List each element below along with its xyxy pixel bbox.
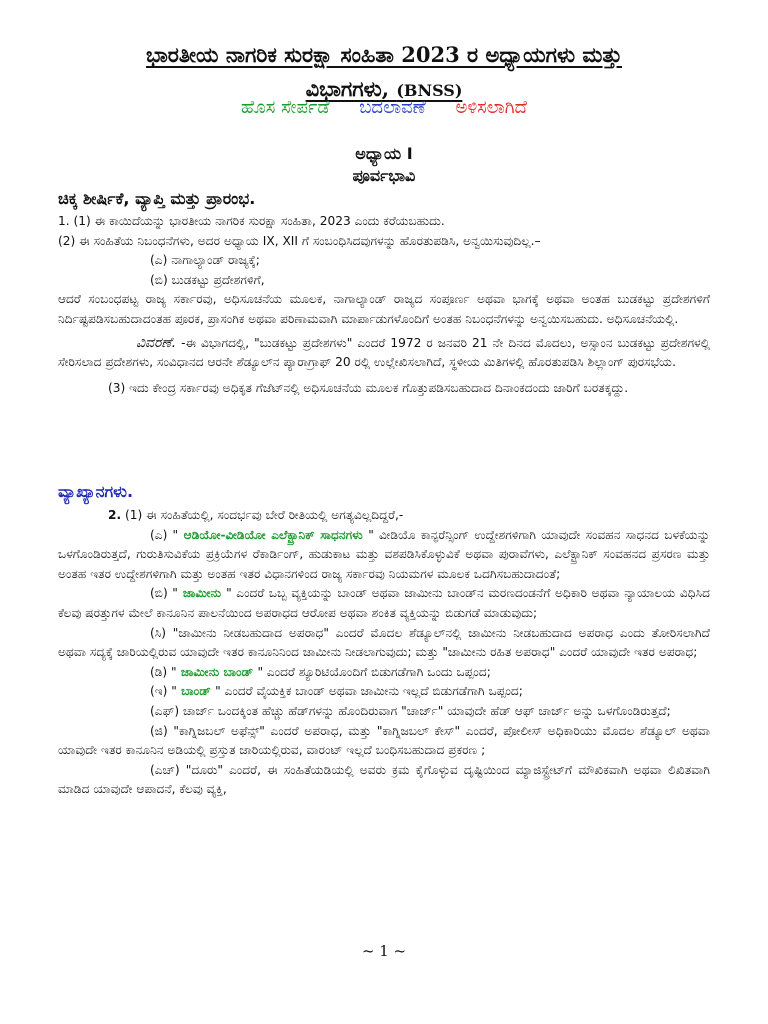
definition-b-text: " ಎಂದರೆ ಒಬ್ಬ ವ್ಯಕ್ತಿಯನ್ನು ಬಾಂಡ್ ಅಥವಾ ಜಾಮೀನು ಬಾಂಡ್‌ನ ಮರಣದಂಡನೆಗೆ ಅಧಿಕಾರಿ ಅಥವಾ ನ್ಯಾಯಾಲಯ ವಿಧಿಸಿದ ಕೆಲವು ಷರತ್ತುಗಳ ಮೇಲೆ ಕಾನೂನಿನ ಪಾಲನೆಯಿಂದ ಅಪರಾಧದ ಆರೋಪ ಅಥವಾ ಶಂಕಿತ ವ್ಯಕ್ತಿಯನ್ನು ಬಿಡುಗಡೆ ಮಾಡುವುದು; [58,586,711,620]
title-abbreviation: (BNSS) [396,81,463,100]
definition-d-text: " ಎಂದರೆ ಶ್ಯೂರಿಟಿಯೊಂದಿಗೆ ಬಿಡುಗಡೆಗಾಗಿ ಒಂದು ಒಪ್ಪಂದ; [257,664,491,679]
definition-a-prefix: (ಎ) " [150,527,179,542]
definition-e [58,682,710,702]
definition-g: (ಜಿ) "ಕಾಗ್ನಿಜಬಲ್ ಅಫೆನ್ಸ್" ಎಂದರೆ ಅಪರಾಧ, ಮತ್ತು "ಕಾಗ್ನಿಜಬಲ್ ಕೇಸ್" ಎಂದರೆ, ಪೋಲೀಸ್ ಅಧಿಕಾರಿಯು ಮೊದಲ ಶೆಡ್ಯೂಲ್ ಅಥವಾ ಯಾವುದೇ ಇತರ ಕಾನೂನಿನ ಅಡಿಯಲ್ಲಿ ಪ್ರಸ್ತುತ ಜಾರಿಯಲ್ಲಿರುವ, ವಾರಂಟ್ ಇಲ್ಲದೆ ಬಂಧಿಸಬಹುದಾದ ಪ್ರಕರಣ ; [58,723,710,758]
section-2-number: 2. [108,508,122,522]
explanation-text: -ಈ ವಿಭಾಗದಲ್ಲಿ, "ಬುಡಕಟ್ಟು ಪ್ರದೇಶಗಳು" ಎಂದರೆ 1972 ರ ಜನವರಿ 21 ನೇ ದಿನದ ಮೊದಲು, ಅಸ್ಸಾಂನ ಬುಡಕಟ್ಟು ಪ್ರದೇಶಗಳಲ್ಲಿ ಸೇರಿಸಲಾದ ಪ್ರದೇಶಗಳು, ಸಂವಿಧಾನದ ಆರನೇ ಶೆಡ್ಯೂಲ್‌ನ ಪ್ಯಾರಾಗ್ರಾಫ್ 20 ರಲ್ಲಿ ಉಲ್ಲೇಖಿಸಲಾಗಿದೆ, ಸ್ಥಳೀಯ ಮಿತಿಗಳಲ್ಲಿ ಹೊರತುಪಡಿಸಿ ಶಿಲ್ಲಾಂಗ್ ಪುರಸಭೆಯ. [58,335,710,370]
definition-a-text: " ವೀಡಿಯೊ ಕಾನ್ಫರೆನ್ಸಿಂಗ್ ಉದ್ದೇಶಗಳಿಗಾಗಿ ಯಾವುದೇ ಸಂವಹನ ಸಾಧನದ ಬಳಕೆಯನ್ನು ಒಳಗೊಂಡಿರುತ್ತದೆ, ಗುರುತಿಸುವಿಕೆಯ ಪ್ರಕ್ರಿಯೆಗಳ ರೆಕಾರ್ಡಿಂಗ್, ಹುಡುಕಾಟ ಮತ್ತು ವಶಪಡಿಸಿಕೊಳ್ಳುವಿಕೆ ಅಥವಾ ಪುರಾವೆಗಳು, ಎಲೆಕ್ಟ್ರಾನಿಕ್ ಸಂವಹನದ ಪ್ರಸರಣ ಮತ್ತು ಅಂತಹ ಇತರ ಉದ್ದೇಶಗಳಿಗಾಗಿ ಮತ್ತು ಅಂತಹ ಇತರ ವಿಧಾನಗಳಿಂದ ರಾಜ್ಯ ಸರ್ಕಾರವು ನಿಯಮಗಳ ಮೂಲಕ ಒದಗಿಸಬಹುದಾದಂತೆ; [58,527,710,581]
definition-f: (ಎಫ್) ಚಾರ್ಜ್ ಒಂದಕ್ಕಿಂತ ಹೆಚ್ಚು ಹೆಡ್‌ಗಳನ್ನು ಹೊಂದಿರುವಾಗ "ಚಾರ್ಜ್" ಯಾವುದೇ ಹೆಡ್ ಆಫ್ ಚಾರ್ಜ್ ಅನ್ನು ಒಳಗೊಂಡಿರುತ್ತದೆ; [150,703,671,718]
definition-b [58,584,710,623]
chapter-subtitle: ಪೂರ್ವಭಾವಿ [352,166,416,185]
definition-b-term: ಜಾಮೀನು [177,586,227,601]
definition-e-prefix: (ಇ) " [150,684,177,699]
section-2-block [58,506,710,800]
definition-d [58,663,710,683]
section-1-clause-2: (2) ಈ ಸಂಹಿತೆಯ ನಿಬಂಧನೆಗಳು, ಅದರ ಅಧ್ಯಾಯ IX, XII ಗೆ ಸಂಬಂಧಿಸಿದವುಗಳನ್ನು ಹೊರತುಪಡಿಸಿ, ಅನ್ವಯಿಸುವುದಿಲ್ಲ.– [58,233,541,248]
section-1-proviso: ಆದರೆ ಸಂಬಂಧಪಟ್ಟ ರಾಜ್ಯ ಸರ್ಕಾರವು, ಅಧಿಸೂಚನೆಯ ಮೂಲಕ, ನಾಗಾಲ್ಯಾಂಡ್ ರಾಜ್ಯದ ಸಂಪೂರ್ಣ ಅಥವಾ ಭಾಗಕ್ಕೆ ಅಥವಾ ಅಂತಹ ಬುಡಕಟ್ಟು ಪ್ರದೇಶಗಳಿಗೆ ನಿರ್ದಿಷ್ಟಪಡಿಸಬಹುದಾದಂತಹ ಪೂರಕ, ಪ್ರಾಸಂಗಿಕ ಅಥವಾ ಪರಿಣಾಮವಾಗಿ ಮಾರ್ಪಾಡುಗಳೊಂದಿಗೆ ಅಂತಹ ನಿಬಂಧನೆಗಳನ್ನು ಅನ್ವಯಿಸಬಹುದು. ಅಧಿಸೂಚನೆಯಲ್ಲಿ. [58,292,710,326]
legend-deleted: ಅಳಿಸಲಾಗಿದೆ [455,97,527,118]
section-1-item-a: (ಎ) ನಾಗಾಲ್ಯಾಂಡ್ ರಾಜ್ಯಕ್ಕೆ; [150,253,260,268]
legend-new-addition: ಹೊಸ ಸೇರ್ಪಡೆ [241,97,330,118]
definition-d-term: ಜಾಮೀನು ಬಾಂಡ್ [176,664,258,679]
color-legend [0,97,768,119]
title-line-2: ವಿಭಾಗಗಳು, [305,76,390,101]
legend-change: ಬದಲಾವಣೆ [359,97,426,118]
section-heading-short-title: ಚಿಕ್ಕ ಶೀರ್ಷಿಕೆ, ವ್ಯಾಪ್ತಿ ಮತ್ತು ಪ್ರಾರಂಭ. [58,189,256,208]
section-1-block [58,212,710,398]
definition-b-prefix: (ಬಿ) " [150,586,178,601]
title-line-1: ಭಾರತೀಯ ನಾಗರಿಕ ಸುರಕ್ಷಾ ಸಂಹಿತಾ 2023 ರ ಅಧ್ಯಾಯಗಳು ಮತ್ತು [146,42,622,67]
definition-c: (ಸಿ) "ಜಾಮೀನು ನೀಡಬಹುದಾದ ಅಪರಾಧ" ಎಂದರೆ ಮೊದಲ ಶೆಡ್ಯೂಲ್‌ನಲ್ಲಿ ಜಾಮೀನು ನೀಡಬಹುದಾದ ಅಪರಾಧ ಎಂದು ತೋರಿಸಲಾಗಿದೆ ಅಥವಾ ಸದ್ಯಕ್ಕೆ ಜಾರಿಯಲ್ಲಿರುವ ಯಾವುದೇ ಇತರ ಕಾನೂನಿನಿಂದ ಜಾಮೀನು ನೀಡಲಾಗುವುದು; ಮತ್ತು "ಜಾಮೀನು ರಹಿತ ಅಪರಾಧ" ಎಂದರೆ ಯಾವುದೇ ಇತರ ಅಪರಾಧ; [58,625,710,660]
definition-e-term: ಬಾಂಡ್ [176,684,216,699]
section-2-intro-text: (1) ಈ ಸಂಹಿತೆಯಲ್ಲಿ, ಸಂದರ್ಭವು ಬೇರೆ ರೀತಿಯಲ್ಲಿ ಅಗತ್ಯವಿಲ್ಲದಿದ್ದರೆ,- [121,508,404,522]
section-1-clause-3: (3) ಇದು ಕೇಂದ್ರ ಸರ್ಕಾರವು ಅಧಿಕೃತ ಗೆಜೆಟ್‌ನಲ್ಲಿ ಅಧಿಸೂಚನೆಯ ಮೂಲಕ ಗೊತ್ತುಪಡಿಸಬಹುದಾದ ದಿನಾಂಕದಂದು ಜಾರಿಗೆ ಬರತಕ್ಕದ್ದು. [108,380,629,395]
explanation-label: ವಿವರಣೆ. [136,334,177,351]
section-heading-definitions: ವ್ಯಾಖ್ಯಾನಗಳು. [58,482,134,501]
section-1-explanation [58,334,710,373]
definition-a [58,526,710,585]
section-1-clause-1: 1. (1) ಈ ಕಾಯಿದೆಯನ್ನು ಭಾರತೀಯ ನಾಗರಿಕ ಸುರಕ್ಷಾ ಸಂಹಿತಾ, 2023 ಎಂದು ಕರೆಯಬಹುದು. [58,214,445,228]
section-2-intro [58,506,710,526]
page-number: ~ 1 ~ [361,942,407,960]
definition-a-term: ಆಡಿಯೋ-ವೀಡಿಯೋ ಎಲೆಕ್ಟ್ರಾನಿಕ್ ಸಾಧನಗಳು [178,527,369,542]
definition-e-text: " ಎಂದರೆ ವೈಯಕ್ತಿಕ ಬಾಂಡ್ ಅಥವಾ ಜಾಮೀನು ಇಲ್ಲದೆ ಬಿಡುಗಡೆಗಾಗಿ ಒಪ್ಪಂದ; [215,684,523,699]
chapter-title: ಅಧ್ಯಾಯ I [355,144,413,163]
definition-h: (ಎಚ್) "ದೂರು" ಎಂದರೆ, ಈ ಸಂಹಿತೆಯಡಿಯಲ್ಲಿ ಅವರು ಕ್ರಮ ಕೈಗೊಳ್ಳುವ ದೃಷ್ಟಿಯಿಂದ ಮ್ಯಾಜಿಸ್ಟ್ರೇಟ್‌ಗೆ ಮೌಖಿಕವಾಗಿ ಅಥವಾ ಲಿಖಿತವಾಗಿ ಮಾಡಿದ ಯಾವುದೇ ಆಪಾದನೆ, ಕೆಲವು ವ್ಯಕ್ತಿ, [58,762,710,797]
section-1-item-b: (ಬಿ) ಬುಡಕಟ್ಟು ಪ್ರದೇಶಗಳಿಗೆ, [150,272,265,287]
definition-d-prefix: (ಡಿ) " [150,664,177,679]
